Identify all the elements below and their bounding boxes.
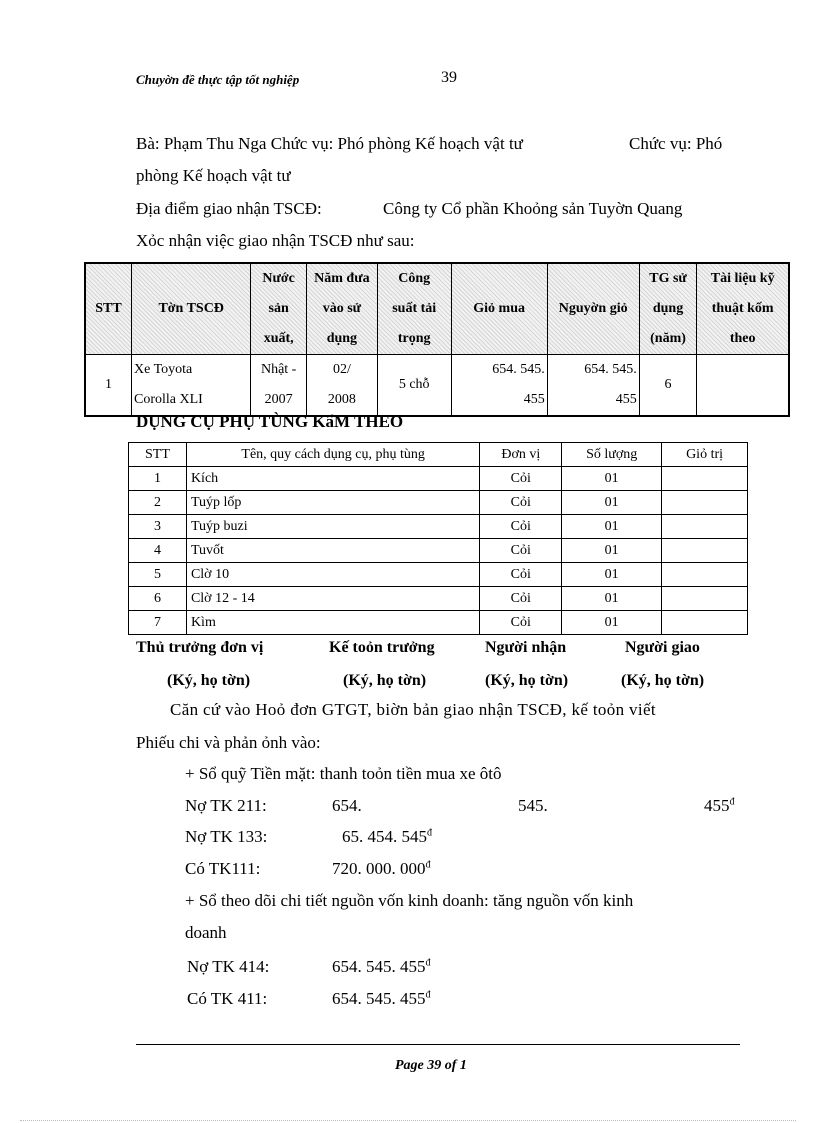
tools-header-row <box>129 443 748 467</box>
tools-cell-stt: 1 <box>129 467 187 491</box>
confirm-text: Xỏc nhận việc giao nhận TSCĐ như sau: <box>136 231 415 250</box>
tools-cell-unit: Cỏi <box>480 491 562 515</box>
tools-cell-value <box>662 467 748 491</box>
sig-role-head: Thủ trưởng đơn vị <box>136 639 264 656</box>
no133-value: 65. 454. $545^đ$ <box>342 827 432 846</box>
tools-cell-stt: 3 <box>129 515 187 539</box>
sig-role-giver: Người giao <box>625 639 700 656</box>
tools-cell-unit: Cỏi <box>480 467 562 491</box>
tools-cell-stt: 4 <box>129 539 187 563</box>
sig-label-chief-accountant: (Ký, họ tờn) <box>343 672 427 689</box>
tools-row <box>129 515 748 539</box>
asset-header-year-use: Năm đưa vào sử dụng <box>306 263 377 355</box>
asset-cell-tg: 6 <box>639 355 697 417</box>
tools-cell-unit: Cỏi <box>480 611 562 635</box>
no414-label: Nợ TK 414: <box>187 957 270 976</box>
co411-value: 654. 545. $455^đ$ <box>332 989 431 1008</box>
tools-cell-name: Clờ 12 - 14 <box>186 587 479 611</box>
tools-header-value: Giỏ trị <box>662 443 748 467</box>
capital-line1: + Sổ theo dõi chi tiết nguồn vốn kinh doanh: tăng nguồn vốn kinh <box>185 891 634 910</box>
co111-label: Có TK111: <box>185 859 261 878</box>
asset-table <box>84 262 790 417</box>
tools-cell-value <box>662 587 748 611</box>
tools-cell-qty: 01 <box>562 563 662 587</box>
sig-role-chief-accountant: Kế toỏn trưởng <box>329 639 435 656</box>
tools-cell-qty: 01 <box>562 611 662 635</box>
para1-line2: Phiếu chi và phản ỏnh vào: <box>136 733 321 752</box>
tools-row <box>129 587 748 611</box>
tools-cell-value <box>662 491 748 515</box>
tools-row <box>129 539 748 563</box>
tools-row <box>129 467 748 491</box>
tools-title: DỤNG CỤ PHỤ TÙNG KẩM THEO <box>136 412 404 431</box>
tools-cell-name: Clờ 10 <box>186 563 479 587</box>
tools-cell-name: Tuvốt <box>186 539 479 563</box>
tools-cell-qty: 01 <box>562 587 662 611</box>
no211-label: Nợ TK 211: <box>185 796 267 815</box>
asset-header-docs: Tài liệu kỹ thuật kốm theo <box>697 263 789 355</box>
tools-cell-unit: Cỏi <box>480 563 562 587</box>
tools-cell-qty: 01 <box>562 467 662 491</box>
para1-line1: Căn cứ vào Hoỏ đơn GTGT, biờn bản giao nhận TSCĐ, kế toỏn viết <box>170 700 656 719</box>
asset-row <box>85 355 789 417</box>
sig-label-giver: (Ký, họ tờn) <box>621 672 705 689</box>
tools-cell-name: Kìm <box>186 611 479 635</box>
sig-label-head: (Ký, họ tờn) <box>167 672 251 689</box>
intro-line1: Bà: Phạm Thu Nga Chức vụ: Phó phòng Kế hoạch vật tư <box>136 134 523 153</box>
sig-role-receiver: Người nhận <box>485 639 567 656</box>
tools-cell-unit: Cỏi <box>480 539 562 563</box>
asset-header-country: Nước sản xuất, <box>251 263 307 355</box>
tools-header-unit: Đơn vị <box>480 443 562 467</box>
tools-header-name: Tên, quy cách dụng cụ, phụ tùng <box>186 443 479 467</box>
footer-page: Page 39 of 1 <box>395 1058 467 1073</box>
no133-label: Nợ TK 133: <box>185 827 268 846</box>
tools-cell-qty: 01 <box>562 515 662 539</box>
tools-table <box>128 442 748 635</box>
asset-cell-year-use: 02/ 2008 <box>306 355 377 417</box>
asset-header-original: Nguyờn giỏ <box>547 263 639 355</box>
asset-header-tg: TG sử dụng (năm) <box>639 263 697 355</box>
capital-line2: doanh <box>185 923 227 942</box>
asset-cell-country: Nhật - 2007 <box>251 355 307 417</box>
asset-header-row <box>85 263 789 355</box>
location-label: Địa điểm giao nhận TSCĐ: <box>136 199 322 218</box>
tools-header-qty: Số lượng <box>562 443 662 467</box>
intro-line1-role: Chức vụ: Phó <box>629 134 723 153</box>
tools-cell-value <box>662 611 748 635</box>
co111-value: 720. 000. $000^đ$ <box>332 859 431 878</box>
asset-header-name: Tờn TSCĐ <box>132 263 251 355</box>
asset-header-capacity: Công suất tải trọng <box>377 263 451 355</box>
tools-cell-value <box>662 539 748 563</box>
tools-cell-qty: 01 <box>562 539 662 563</box>
no211-part1: 654. <box>332 796 362 815</box>
tools-cell-stt: 7 <box>129 611 187 635</box>
tools-row <box>129 491 748 515</box>
tools-cell-unit: Cỏi <box>480 587 562 611</box>
no211-part2: 545. <box>518 796 548 815</box>
footer-rule <box>136 1044 740 1045</box>
asset-cell-price: 654. 545. 455 <box>451 355 547 417</box>
tools-cell-name: Kích <box>186 467 479 491</box>
asset-cell-stt: 1 <box>85 355 132 417</box>
asset-header-stt: STT <box>85 263 132 355</box>
tools-cell-name: Tuýp lốp <box>186 491 479 515</box>
sig-label-receiver: (Ký, họ tờn) <box>485 672 569 689</box>
tools-row <box>129 611 748 635</box>
tools-cell-name: Tuýp buzi <box>186 515 479 539</box>
tools-cell-qty: 01 <box>562 491 662 515</box>
tools-cell-value <box>662 515 748 539</box>
tools-header-stt: STT <box>129 443 187 467</box>
header-title: Chuyờn đề thực tập tốt nghiệp <box>136 72 300 87</box>
page-bottom-divider <box>20 1120 796 1121</box>
tools-row <box>129 563 748 587</box>
asset-cell-name: Xe Toyota Corolla XLI <box>132 355 251 417</box>
co411-label: Có TK 411: <box>187 989 268 1008</box>
asset-cell-docs <box>697 355 789 417</box>
tools-cell-unit: Cỏi <box>480 515 562 539</box>
tools-cell-stt: 2 <box>129 491 187 515</box>
no211-part3: $455^đ$ <box>704 796 735 815</box>
tools-cell-stt: 5 <box>129 563 187 587</box>
header-page-number: 39 <box>441 69 457 86</box>
location-value: Công ty Cổ phần Khoỏng sản Tuyờn Quang <box>383 199 683 218</box>
intro-line2: phòng Kế hoạch vật tư <box>136 166 291 185</box>
asset-cell-capacity: 5 chỗ <box>377 355 451 417</box>
tools-cell-stt: 6 <box>129 587 187 611</box>
asset-header-price: Giỏ mua <box>451 263 547 355</box>
no414-value: 654. 545. $455^đ$ <box>332 957 431 976</box>
cash-book-line: + Sổ quỹ Tiền mặt: thanh toỏn tiền mua xe ôtô <box>185 764 502 783</box>
asset-cell-original: 654. 545. 455 <box>547 355 639 417</box>
tools-cell-value <box>662 563 748 587</box>
